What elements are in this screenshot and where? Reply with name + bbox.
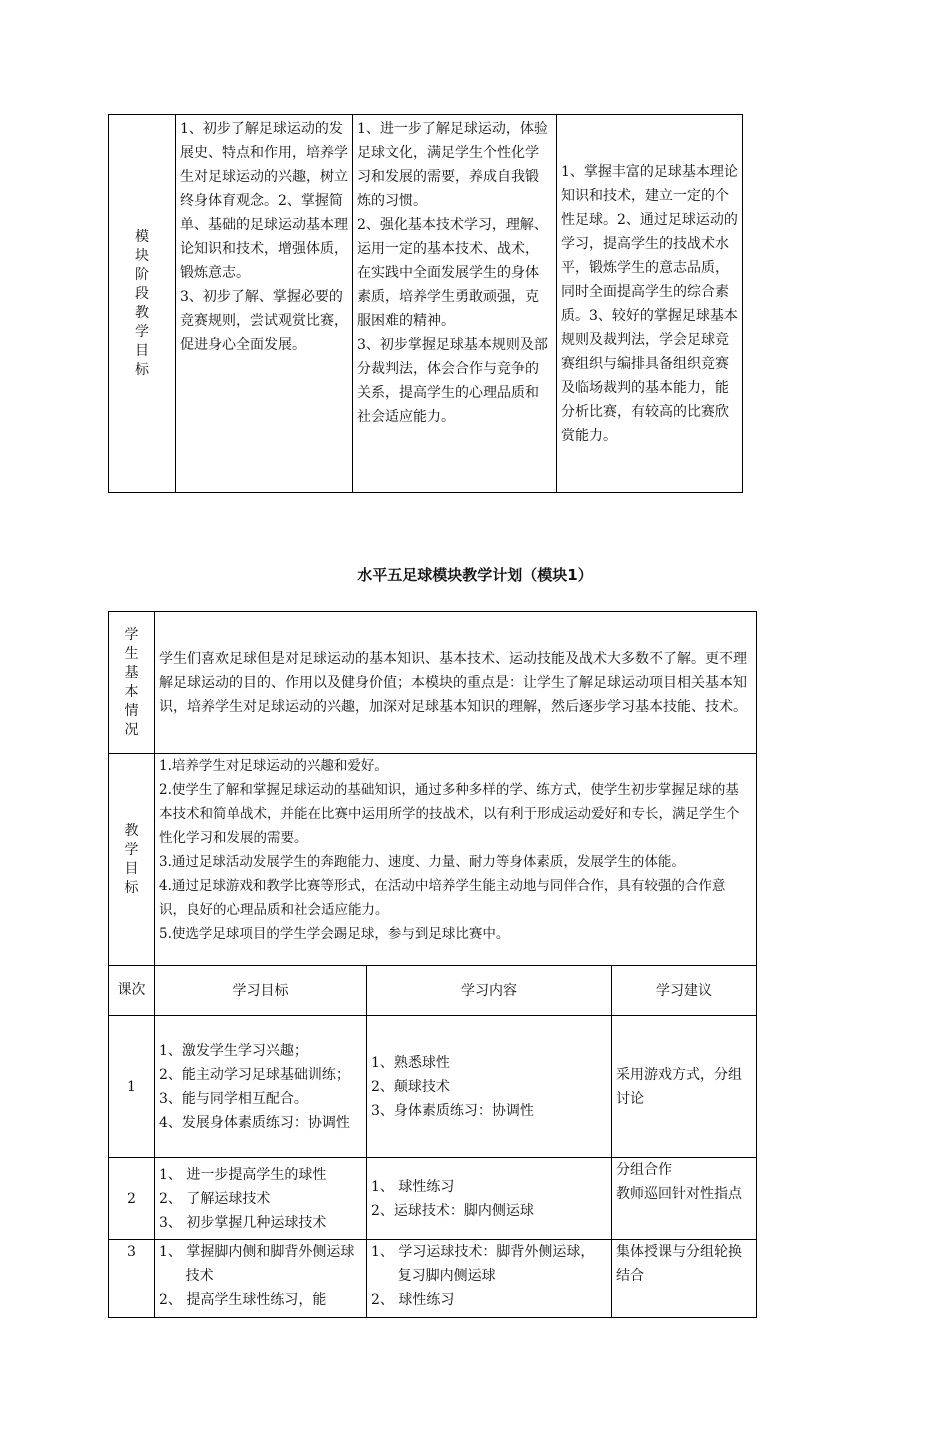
header-advice: 学习建议 <box>612 966 757 1016</box>
lesson-advice: 采用游戏方式，分组讨论 <box>612 1016 757 1158</box>
student-text: 学生们喜欢足球但是对足球运动的基本知识、基本技术、运动技能及战术大多数不了解。更不理解足球运动的目的、作用以及健身价值；本模块的重点是：让学生了解足球运动项目相关基本知识，培养学生对足球运动的兴趣，加深对足球基本知识的理解，然后逐步学习基本技能、技术。 <box>155 612 757 754</box>
lesson-objectives: 1、 掌握脚内侧和脚背外侧运球技术 2、 提高学生球性练习，能 <box>155 1240 367 1318</box>
goal-list <box>155 754 757 966</box>
goal-item: 4.通过足球游戏和教学比赛等形式，在活动中培养学生能主动地与同伴合作，具有较强的合作意识，良好的心理品质和社会适应能力。 <box>159 878 726 918</box>
lesson-advice: 分组合作 教师巡回针对性指点 <box>612 1158 757 1240</box>
plan-title: 水平五足球模块教学计划（模块1） <box>357 566 593 584</box>
table-row <box>109 1158 757 1240</box>
stage-col3-cell: 1、掌握丰富的足球基本理论知识和技术，建立一定的个性足球。2、通过足球运动的学习，提高学生的技战术水平，锻炼学生的意志品质，同时全面提高学生的综合素质。3、较好的掌握足球基本规则及裁判法，学会足球竞赛组织与编排具备组织竞赛及临场裁判的基本能力，能分析比赛，有较高的比赛欣赏能力。 <box>557 115 743 493</box>
lesson-contents: 1、 学习运球技术：脚背外侧运球，复习脚内侧运球 2、 球性练习 <box>367 1240 612 1318</box>
lesson-objectives: 1、 进一步提高学生的球性 2、 了解运球技术 3、 初步掌握几种运球技术 <box>155 1158 367 1240</box>
goal-item: 3.通过足球活动发展学生的奔跑能力、速度、力量、耐力等身体素质，发展学生的体能。 <box>159 854 685 870</box>
lesson-advice: 集体授课与分组轮换结合 <box>612 1240 757 1318</box>
lesson-contents: 1、 球性练习 2、运球技术：脚内侧运球 <box>367 1158 612 1240</box>
lesson-objectives: 1、激发学生学习兴趣； 2、能主动学习足球基础训练； 3、能与同学相互配合。 4、发展身体素质练习：协调性 <box>155 1016 367 1158</box>
table-row <box>109 1240 757 1318</box>
stage-col2-cell: 1、进一步了解足球运动，体验足球文化，满足学生个性化学习和发展的需要，养成自我锻炼的习惯。 2、强化基本技术学习，理解、运用一定的基本技术、战术，在实践中全面发展学生的身体素质，培养学生勇敢顽强，克服困难的精神。 3、初步掌握足球基本规则及部分裁判法，体会合作与竞争的关系，提高学生的心理品质和社会适应能力。 <box>353 115 557 493</box>
lesson-number: 3 <box>109 1240 155 1318</box>
goal-item: 2.使学生了解和掌握足球运动的基础知识，通过多种多样的学、练方式，使学生初步掌握足球的基本技术和简单战术，并能在比赛中运用所学的技战术，以有利于形成运动爱好和专长，满足学生个性化学习和发展的需要。 <box>159 782 740 846</box>
lesson-number: 2 <box>109 1158 155 1240</box>
stage-row-label: 模块阶段教学目标 <box>109 115 176 493</box>
lesson-contents: 1、熟悉球性 2、颠球技术 3、身体素质练习：协调性 <box>367 1016 612 1158</box>
goal-item: 5.使选学足球项目的学生学会踢足球，参与到足球比赛中。 <box>159 926 510 942</box>
goal-label: 教学目标 <box>109 754 155 966</box>
stage-goals-table <box>108 114 743 493</box>
header-lesson: 课次 <box>109 966 155 1016</box>
lesson-number: 1 <box>109 1016 155 1158</box>
header-content: 学习内容 <box>367 966 612 1016</box>
student-label: 学生基本情况 <box>109 612 155 754</box>
goal-item: 1.培养学生对足球运动的兴趣和爱好。 <box>159 758 388 774</box>
header-objective: 学习目标 <box>155 966 367 1016</box>
table-row <box>109 1016 757 1158</box>
stage-col1-cell: 1、初步了解足球运动的发展史、特点和作用，培养学生对足球运动的兴趣，树立终身体育观念。2、掌握简单、基础的足球运动基本理论知识和技术，增强体质，锻炼意志。 3、初步了解、掌握必要的竞赛规则，尝试观赏比赛，促进身心全面发展。 <box>176 115 353 493</box>
plan-table <box>108 611 757 1318</box>
